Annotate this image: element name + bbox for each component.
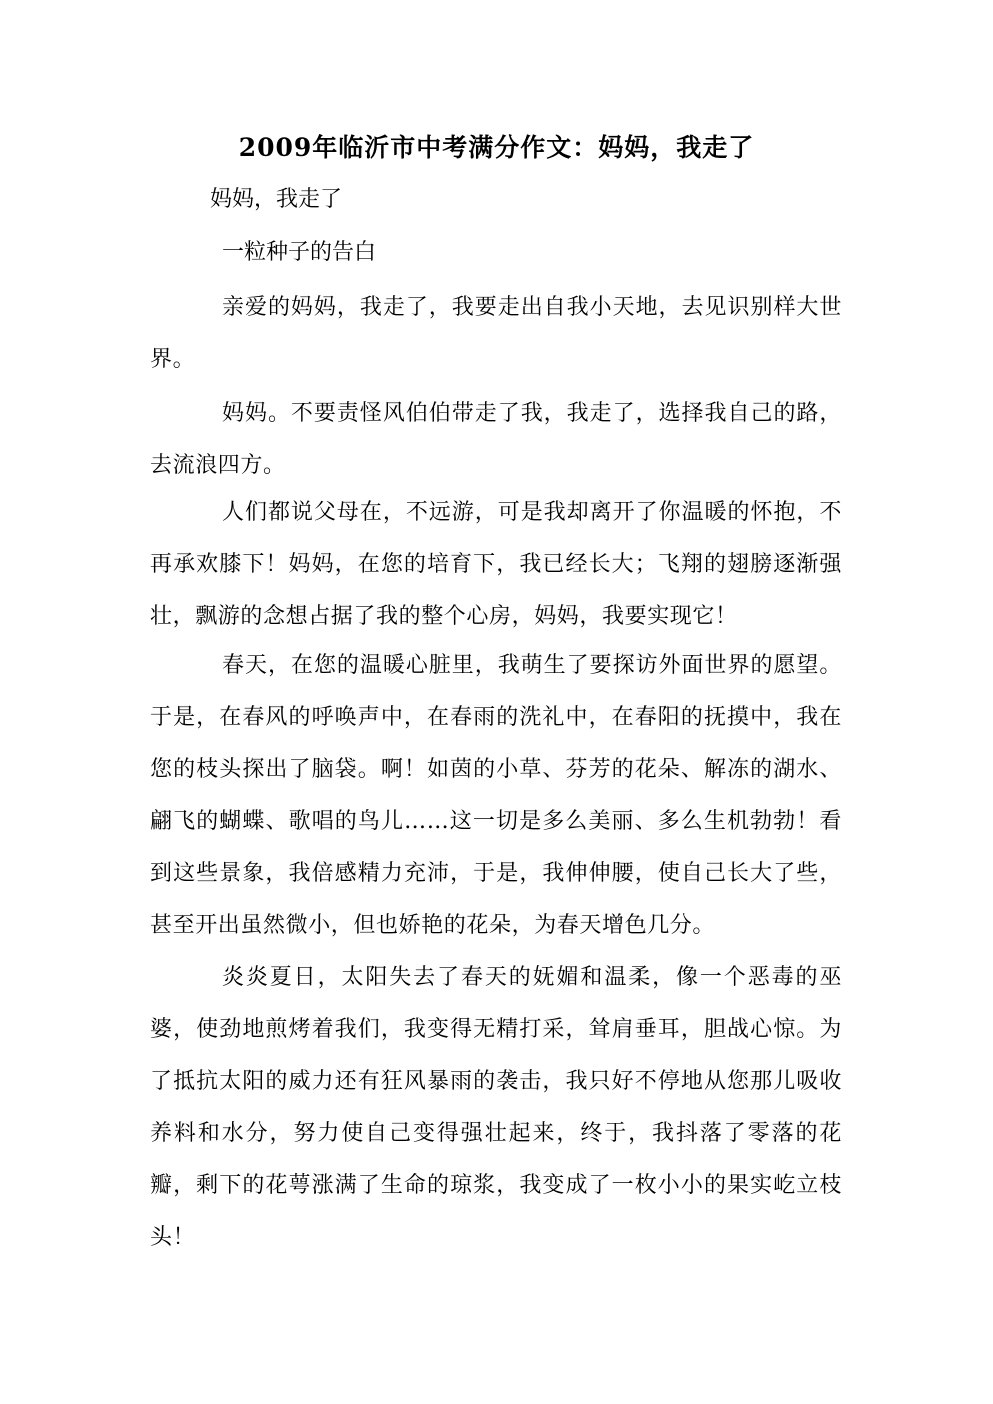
body-paragraph-4-container [150, 640, 842, 952]
body-paragraph: 炎炎夏日，太阳失去了春天的妩媚和温柔，像一个恶毒的巫婆，使劲地煎烤着我们，我变得无精打采，耸肩垂耳，胆战心惊。为了抵抗太阳的威力还有狂风暴雨的袭击，我只好不停地从您那儿吸收养料和水分，努力使自己变得强壮起来，终于，我抖落了零落的花瓣，剩下的花萼涨满了生命的琼浆，我变成了一枚小小的果实屹立枝头！ [150, 965, 842, 1250]
body-paragraph: 人们都说父母在，不远游，可是我却离开了你温暖的怀抱，不再承欢膝下！妈妈，在您的培育下，我已经长大；飞翔的翅膀逐渐强壮，飘游的念想占据了我的整个心房，妈妈，我要实现它！ [150, 500, 842, 629]
body-paragraph-2-container [150, 388, 842, 492]
body-paragraph: 亲爱的妈妈，我走了，我要走出自我小天地，去见识别样大世界。 [150, 295, 842, 372]
body-paragraph: 妈妈。不要责怪风伯伯带走了我，我走了，选择我自己的路，去流浪四方。 [150, 401, 842, 478]
body-paragraph: 春天，在您的温暖心脏里，我萌生了要探访外面世界的愿望。于是，在春风的呼唤声中，在春雨的洗礼中，在春阳的抚摸中，我在您的枝头探出了脑袋。啊！如茵的小草、芬芳的花朵、解冻的湖水、翩飞的蝴蝶、歌唱的鸟儿……这一切是多么美丽、多么生机勃勃！看到这些景象，我倍感精力充沛，于是，我伸伸腰，使自己长大了些，甚至开出虽然微小，但也娇艳的花朵，为春天增色几分。 [150, 653, 842, 938]
body-paragraph-1-container [150, 282, 842, 386]
body-paragraph-3-container [150, 487, 842, 643]
document-title: 2009年临沂市中考满分作文：妈妈，我走了 [238, 133, 755, 162]
body-paragraph-5-container [150, 952, 842, 1264]
essay-heading: 妈妈，我走了 [210, 187, 343, 212]
essay-subheading: 一粒种子的告白 [222, 240, 377, 265]
